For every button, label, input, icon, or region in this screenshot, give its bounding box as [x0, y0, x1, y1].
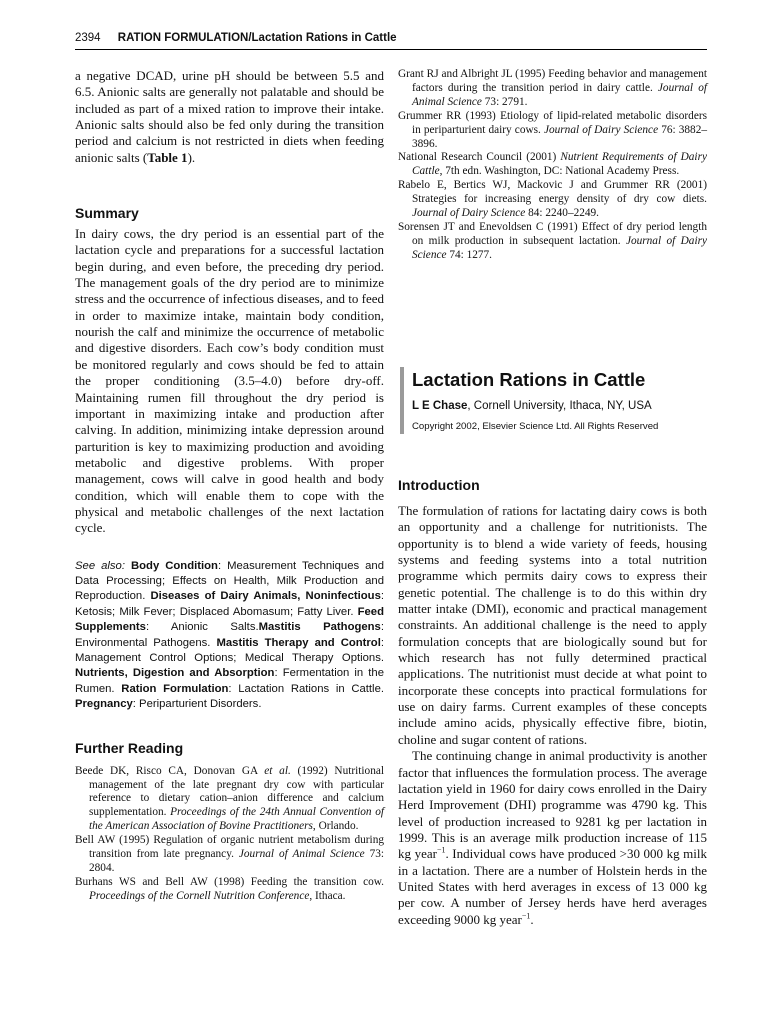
- ref-details: , Orlando.: [312, 820, 359, 833]
- see-also-text: : Environmental Pathogens.: [75, 621, 384, 649]
- left-column: [75, 68, 384, 904]
- reference-list-left: [75, 765, 384, 904]
- see-also-link-diseases[interactable]: Diseases of Dairy Animals, Noninfectious: [150, 590, 381, 603]
- ref-authors-title: Sorensen JT and Enevoldsen C (1991) Effect of dry period length on milk production in subsequent lactation.: [398, 220, 707, 247]
- ref-details: , 7th edn. Washington, DC: National Academy Press.: [439, 165, 680, 178]
- running-title: RATION FORMULATION/Lactation Rations in Cattle: [117, 32, 397, 44]
- see-also-block: [75, 559, 384, 713]
- intro-paragraph: [75, 68, 384, 166]
- ref-authors-title: Burhans WS and Bell AW (1998) Feeding the transition cow.: [75, 875, 384, 888]
- introduction-section: [398, 476, 707, 928]
- reference-item: [398, 151, 707, 179]
- see-also-link-mastitis-pathogens[interactable]: Mastitis Pathogens: [258, 621, 381, 634]
- author-line: [412, 398, 720, 414]
- ref-source: Proceedings of the Cornell Nutrition Conference: [89, 889, 310, 902]
- see-also-link-nutrients[interactable]: Nutrients, Digestion and Absorption: [75, 667, 275, 680]
- right-column: [398, 68, 707, 263]
- ref-details: 76: 3882–3896.: [412, 123, 707, 150]
- see-also-text: : Anionic Salts.: [145, 621, 259, 634]
- introduction-heading: Introduction: [398, 477, 480, 493]
- reference-list-right: [398, 68, 707, 263]
- table-reference[interactable]: Table 1: [147, 149, 188, 165]
- ref-authors: Beede DK, Risco CA, Donovan GA: [75, 764, 265, 777]
- intro-p2-text: . Individual cows have produced >30 000 kg milk in a lactation. There are a number of Holstein herds in the United States with herd averages in excess of 13 000 kg per cow. A number of Jersey herds have herd averages exceeding 9000 kg year: [398, 846, 708, 927]
- ref-source: Proceedings of the 24th Annual Convention of the American Association of Bovine Practitioners: [89, 806, 384, 833]
- ref-title: (1992) Nutritional management of the late pregnant dry cow with particular reference to dietary cation–anion difference and calcium supplementation.: [89, 764, 385, 819]
- see-also-text: : Management Control Options; Medical Therapy Options.: [75, 636, 384, 665]
- ref-details: 74: 1277.: [446, 248, 493, 261]
- ref-details: 84: 2240–2249.: [525, 207, 600, 220]
- intro-text: a negative DCAD, urine pH should be between 5.5 and 6.5. Anionic salts are generally not palatable and should be included as part of a mixed ration to improve their intake. Anionic salts should also be fed only during the transition period and calcium is not restricted in diets when feeding anionic salts (: [75, 68, 384, 165]
- see-also-text: : Ketosis; Milk Fever; Displaced Abomasum; Fatty Liver.: [75, 590, 384, 618]
- summary-paragraph: In dairy cows, the dry period is an essential part of the lactation cycle and preparations for a successful lactation begin during, and even before, the preceding dry period. The management goals of the dry period are to minimize stress and the occurrence of infectious diseases, and to feed in order to maximize intake, maintain body condition, nourish the calf and minimize the occurrence of metabolic and digestive disorders. Each cow’s body condition must be monitored regularly and cows should be fed to attain the proper conditioning (3.5–4.0) before dry-off. Maintaining rumen fill throughout the dry period is important in maximizing intake and production after calving. In addition, minimizing intake depression around parturition is key to maximizing production and avoiding metabolic and digestive problems. With proper management, cows will calve in good health and body condition, which will enable them to cope with the physical and metabolic challenges of the next lactation cycle.: [75, 226, 384, 536]
- introduction-paragraph-2: [398, 748, 707, 928]
- running-header: [75, 31, 707, 50]
- intro-p2-text: The continuing change in animal productivity is another factor that influences the formulation process. The average lactation yield in 1960 for dairy cows enrolled in the Dairy Herd Improvement (DHI) programme was 4790 kg. This level of production increased to 9281 kg per lactation in 1999. This is an average milk production increase of 115 kg year: [398, 748, 707, 862]
- intro-text-end: ).: [187, 149, 196, 165]
- ref-details: 73: 2791.: [481, 95, 528, 108]
- reference-item: [398, 68, 707, 110]
- intro-p2-text-end: .: [530, 911, 534, 927]
- see-also-text: : Lactation Rations in Cattle.: [228, 682, 384, 695]
- article-header: [400, 367, 720, 434]
- further-reading-heading: Further Reading: [75, 739, 184, 756]
- introduction-paragraph-1: The formulation of rations for lactating dairy cows is both an opportunity and a challenge for nutritionists. The opportunity is to blend a wide variety of feeds, housing systems and feeding systems into a total nutrition programme which permits dairy cows to express their genetic potential. The challenge is to do this within dry matter intake (DMI), economic and practical management constraints. An additional challenge is the need to apply formulation concepts that are biologically sound but for which research has not fully determined practical applications. The nutritionist must decide at what point to incorporate these concepts into practical formulations for use on dairy farms. Current examples of these concepts include amino acids, physically effective fibre, biotin, choline and sugar content of rations.: [398, 503, 707, 747]
- reference-item: [75, 765, 384, 835]
- article-title: Lactation Rations in Cattle: [412, 369, 646, 390]
- see-also-link-mastitis-therapy[interactable]: Mastitis Therapy and Control: [216, 636, 381, 649]
- ref-authors-title: Rabelo E, Bertics WJ, Mackovic J and Grummer RR (2001) Strategies for increasing energy density of dry cow diets.: [398, 179, 707, 206]
- see-also-text: : Fermentation in the Rumen.: [75, 667, 384, 695]
- reference-item: [398, 179, 707, 221]
- ref-source: Journal of Dairy Science: [543, 123, 659, 136]
- author-affiliation: , Cornell University, Ithaca, NY, USA: [467, 400, 652, 412]
- see-also-lead: See also:: [75, 559, 125, 572]
- reference-item: [398, 110, 707, 152]
- superscript: −1: [436, 845, 446, 855]
- see-also-link-ration-formulation[interactable]: Ration Formulation: [121, 682, 229, 695]
- ref-source: Nutrient Requirements of Dairy Cattle: [412, 151, 707, 178]
- ref-source: Journal of Animal Science: [412, 81, 707, 108]
- ref-authors-title: Bell AW (1995) Regulation of organic nutrient metabolism during transition from late pregnancy.: [75, 834, 384, 861]
- ref-authors-title: Grant RJ and Albright JL (1995) Feeding behavior and management factors during the transition period in dairy cattle.: [398, 68, 707, 94]
- see-also-text: : Measurement Techniques and Data Processing; Effects on Health, Milk Production and Reproduction.: [75, 559, 385, 603]
- see-also-link-pregnancy[interactable]: Pregnancy: [75, 698, 133, 711]
- ref-source: Journal of Dairy Science: [412, 234, 708, 261]
- see-also-text: : Periparturient Disorders.: [132, 698, 262, 711]
- ref-details: 73: 2804.: [89, 848, 384, 874]
- reference-item: [398, 221, 707, 263]
- see-also-link-body-condition[interactable]: Body Condition: [131, 559, 218, 572]
- reference-item: [75, 834, 384, 876]
- reference-item: [75, 876, 384, 904]
- ref-details: , Ithaca.: [309, 889, 346, 902]
- ref-source: Journal of Dairy Science: [412, 207, 526, 220]
- ref-authors-title: National Research Council (2001): [398, 151, 561, 164]
- ref-source: Journal of Animal Science: [238, 848, 365, 861]
- superscript: −1: [521, 911, 531, 921]
- see-also-link-feed-supplements[interactable]: Feed Supplements: [75, 605, 384, 634]
- summary-heading: Summary: [75, 205, 139, 222]
- page-number: 2394: [75, 32, 101, 44]
- copyright-notice: Copyright 2002, Elsevier Science Ltd. All Rights Reserved: [412, 421, 659, 432]
- ref-authors-title: Grummer RR (1993) Etiology of lipid-related metabolic disorders in periparturient dairy cows.: [398, 109, 707, 136]
- author-name: L E Chase: [412, 400, 468, 412]
- ref-etal: et al.: [264, 764, 291, 777]
